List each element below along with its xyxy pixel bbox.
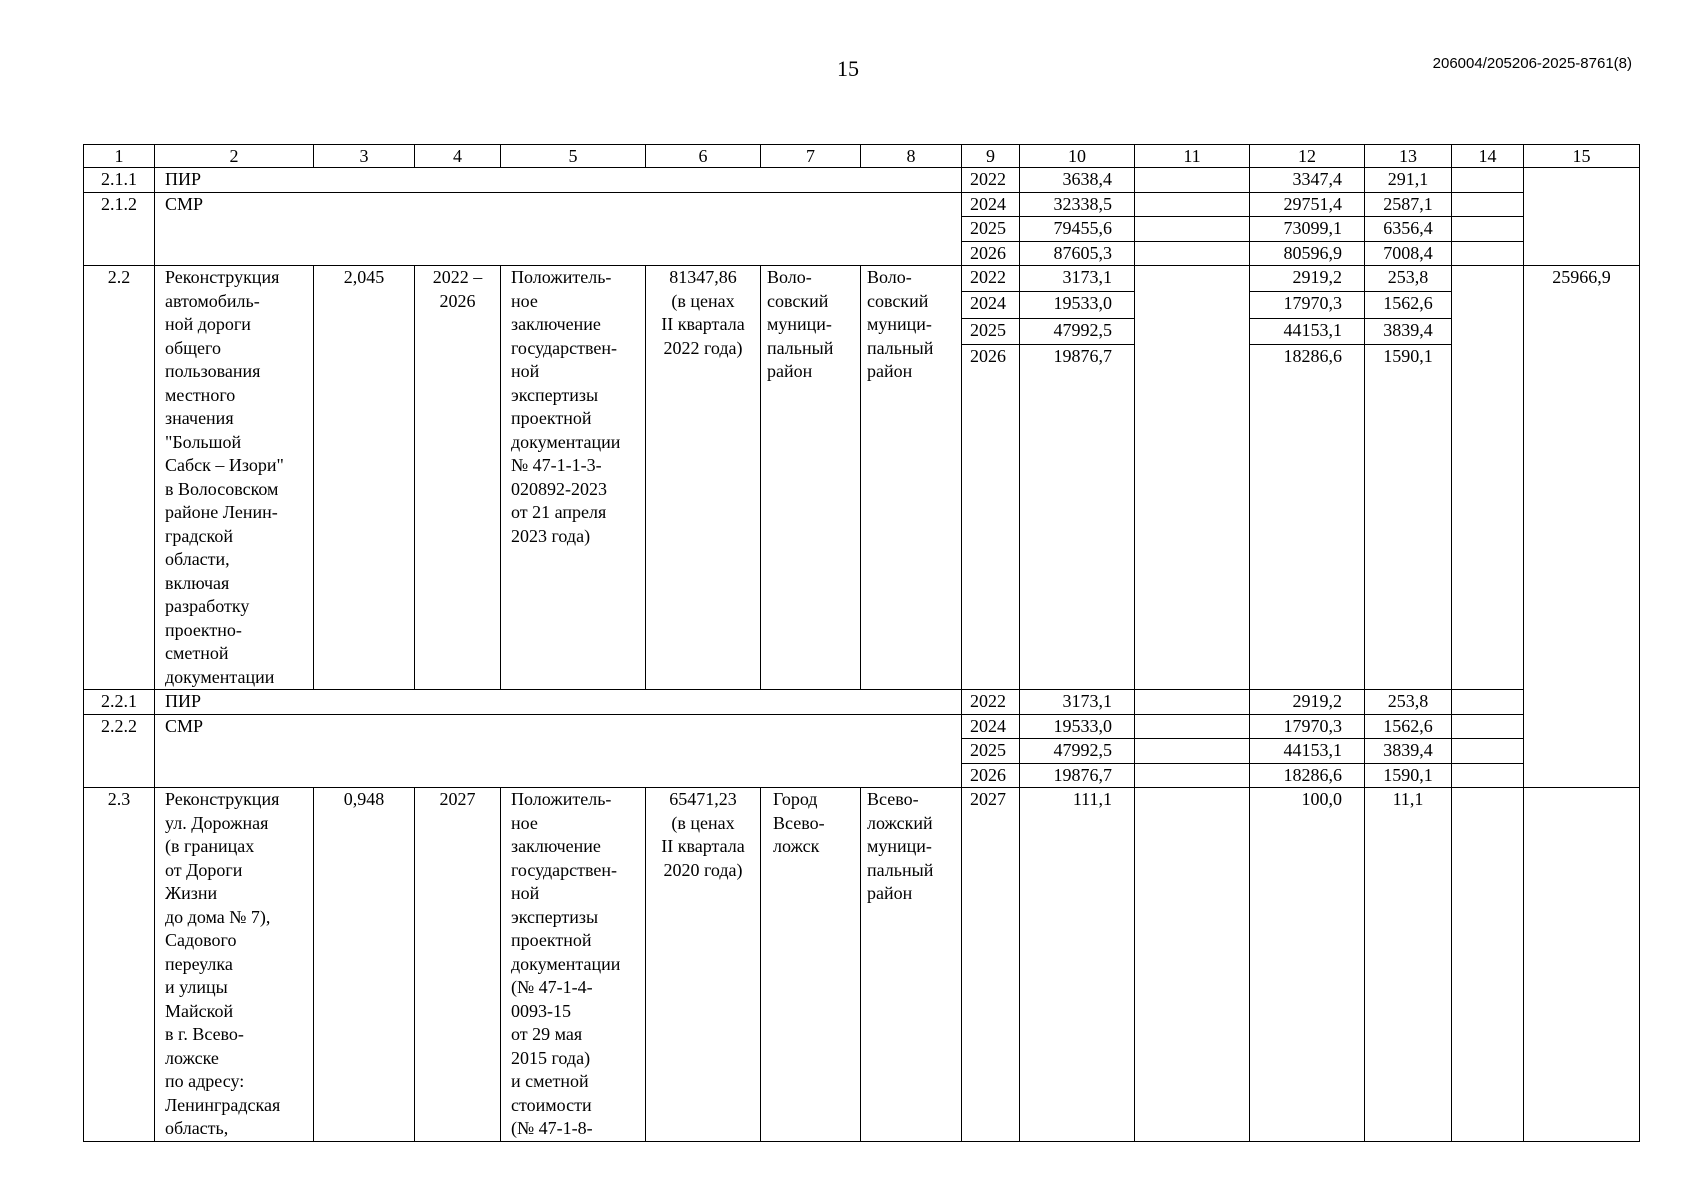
value-col12: 2919,2 [1250,266,1365,292]
value-col12: 18286,6 [1250,345,1365,690]
value-col14 [1452,714,1524,739]
column-number: 12 [1250,145,1365,168]
value-col11 [1135,217,1250,242]
value-col10: 87605,3 [1020,241,1135,266]
value-col11 [1135,241,1250,266]
value-col14 [1452,192,1524,217]
column-number: 13 [1365,145,1452,168]
column-number: 10 [1020,145,1135,168]
value-col13: 253,8 [1365,690,1452,715]
value-col11 [1135,266,1250,690]
year-cell: 2024 [962,192,1020,217]
value-col13: 291,1 [1365,168,1452,193]
value-col15: 25966,9 [1524,266,1640,788]
implementation-period: 2027 [415,788,501,1142]
row-name: ПИР [155,690,962,715]
value-col13: 1562,6 [1365,714,1452,739]
value-col13: 1590,1 [1365,763,1452,788]
row-name: ПИР [155,168,962,193]
column-number: 4 [415,145,501,168]
value-col12: 44153,1 [1250,318,1365,344]
value-col13: 11,1 [1365,788,1452,1142]
value-col10: 19876,7 [1020,345,1135,690]
value-col11 [1135,714,1250,739]
value-col13: 3839,4 [1365,318,1452,344]
year-cell: 2024 [962,714,1020,739]
value-col14 [1452,168,1524,193]
value-col11 [1135,788,1250,1142]
value-col10: 3173,1 [1020,266,1135,292]
value-col12: 2919,2 [1250,690,1365,715]
value-col14 [1452,739,1524,764]
column-number: 14 [1452,145,1524,168]
value-col14 [1452,241,1524,266]
year-cell: 2025 [962,318,1020,344]
row-code: 2.1.1 [84,168,155,193]
value-col13: 1562,6 [1365,292,1452,318]
year-cell: 2026 [962,763,1020,788]
location: Город Всево- ложск [761,788,861,1142]
table-row [84,788,1640,1142]
row-code: 2.2 [84,266,155,690]
object-name: Реконструкция ул. Дорожная (в границах от Дороги Жизни до дома № 7), Садового переулка и улицы Майской в г. Всево- ложске по адресу: Ленинградская область, [155,788,314,1142]
object-name: Реконструкция автомобиль- ной дороги общего пользования местного значения "Большой Сабск – Изори" в Волосовском районе Ленин- градской области, включая разработку проектно- сметной документации [155,266,314,690]
row-code: 2.2.1 [84,690,155,715]
customer: Воло- совский муници- пальный район [861,266,962,690]
value-col12: 17970,3 [1250,292,1365,318]
value-col14 [1452,690,1524,715]
value-col11 [1135,192,1250,217]
value-col10: 79455,6 [1020,217,1135,242]
column-number: 2 [155,145,314,168]
value-col13: 3839,4 [1365,739,1452,764]
road-length: 0,948 [314,788,415,1142]
value-col10: 47992,5 [1020,739,1135,764]
value-col10: 32338,5 [1020,192,1135,217]
column-number: 11 [1135,145,1250,168]
year-cell: 2024 [962,292,1020,318]
value-col13: 253,8 [1365,266,1452,292]
table-row [84,714,1640,739]
expertise-conclusion: Положитель- ное заключение государствен- ной экспертизы проектной документации (№ 47-1-4- 0093-15 от 29 мая 2015 года) и сметной стоимости (№ 47-1-8- [501,788,646,1142]
value-col10: 19533,0 [1020,292,1135,318]
value-col10: 3173,1 [1020,690,1135,715]
value-col10: 111,1 [1020,788,1135,1142]
column-number: 8 [861,145,962,168]
value-col13: 1590,1 [1365,345,1452,690]
column-number: 7 [761,145,861,168]
column-number: 6 [646,145,761,168]
value-col11 [1135,763,1250,788]
value-col11 [1135,739,1250,764]
value-col15 [1524,168,1640,266]
estimated-cost: 81347,86 (в ценах II квартала 2022 года) [646,266,761,690]
value-col10: 47992,5 [1020,318,1135,344]
year-cell: 2027 [962,788,1020,1142]
year-cell: 2022 [962,690,1020,715]
row-name: СМР [155,714,962,788]
value-col14 [1452,266,1524,690]
value-col13: 7008,4 [1365,241,1452,266]
implementation-period: 2022 – 2026 [415,266,501,690]
column-number: 9 [962,145,1020,168]
year-cell: 2026 [962,345,1020,690]
value-col12: 18286,6 [1250,763,1365,788]
table-row [84,690,1640,715]
value-col12: 17970,3 [1250,714,1365,739]
value-col12: 3347,4 [1250,168,1365,193]
location: Воло- совский муници- пальный район [761,266,861,690]
column-number-row [84,145,1640,168]
row-code: 2.1.2 [84,192,155,266]
value-col10: 19533,0 [1020,714,1135,739]
column-number: 3 [314,145,415,168]
value-col12: 100,0 [1250,788,1365,1142]
column-number: 1 [84,145,155,168]
row-code: 2.3 [84,788,155,1142]
value-col12: 73099,1 [1250,217,1365,242]
page-number: 15 [837,56,859,81]
customer: Всево- ложский муници- пальный район [861,788,962,1142]
table-row [84,192,1640,217]
program-table [83,144,1640,1142]
table-row [84,168,1640,193]
column-number: 5 [501,145,646,168]
year-cell: 2025 [962,217,1020,242]
expertise-conclusion: Положитель- ное заключение государствен- ной экспертизы проектной документации № 47-1-1-3- 020892-2023 от 21 апреля 2023 года) [501,266,646,690]
year-cell: 2022 [962,266,1020,292]
value-col14 [1452,763,1524,788]
value-col12: 29751,4 [1250,192,1365,217]
table-row [84,266,1640,292]
document-id: 206004/205206-2025-8761(8) [1432,55,1632,72]
year-cell: 2022 [962,168,1020,193]
row-code: 2.2.2 [84,714,155,788]
value-col14 [1452,217,1524,242]
value-col11 [1135,690,1250,715]
value-col12: 44153,1 [1250,739,1365,764]
value-col10: 19876,7 [1020,763,1135,788]
row-name: СМР [155,192,962,266]
value-col13: 6356,4 [1365,217,1452,242]
value-col15 [1524,788,1640,1142]
value-col14 [1452,788,1524,1142]
value-col10: 3638,4 [1020,168,1135,193]
year-cell: 2026 [962,241,1020,266]
road-length: 2,045 [314,266,415,690]
value-col13: 2587,1 [1365,192,1452,217]
value-col11 [1135,168,1250,193]
estimated-cost: 65471,23 (в ценах II квартала 2020 года) [646,788,761,1142]
column-number: 15 [1524,145,1640,168]
year-cell: 2025 [962,739,1020,764]
value-col12: 80596,9 [1250,241,1365,266]
